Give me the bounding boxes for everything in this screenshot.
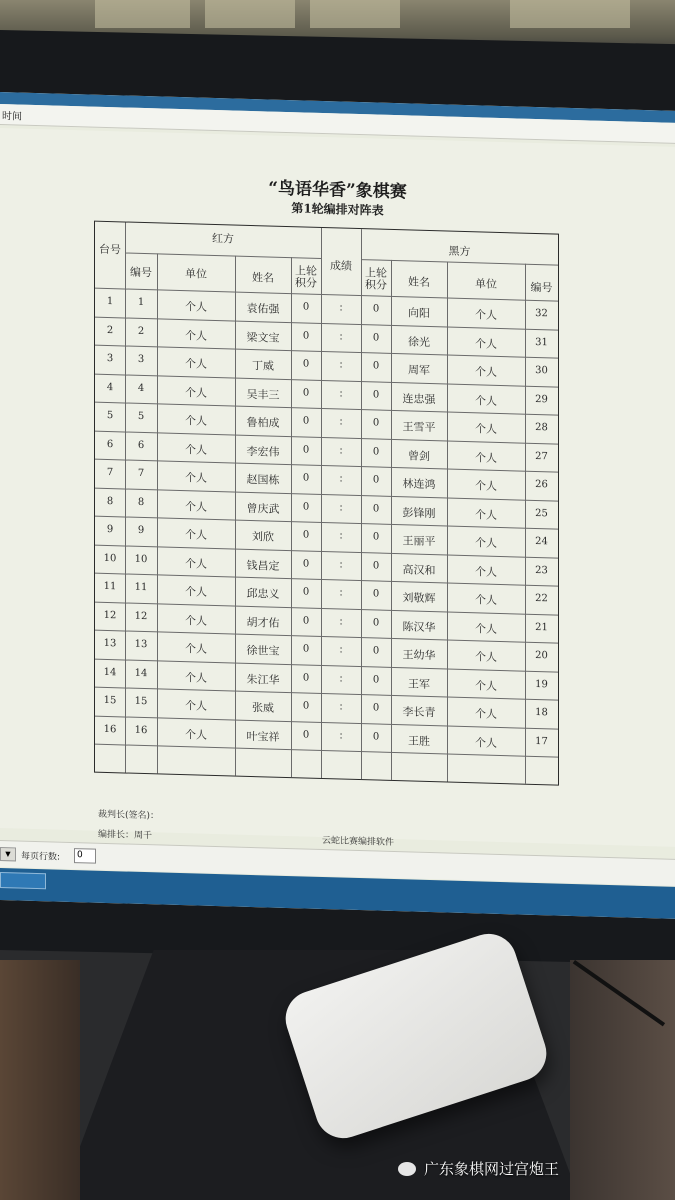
wechat-icon [398,1162,416,1176]
header-red-unit: 单位 [185,267,207,281]
cell-red-name: 邱忠义 [246,586,280,601]
header-black-prev-score: 上轮积分 [365,266,387,292]
cell-red-no: 5 [137,410,145,423]
cell-board: 6 [106,438,114,450]
menu-time[interactable]: 时间 [2,111,22,123]
cell-red-name: 刘欣 [252,530,274,544]
cell-black-name: 陈汉华 [402,619,436,634]
cell-red-score: 0 [302,643,310,655]
cell-black-score: 0 [372,645,380,657]
cell-black-score: 0 [372,474,380,486]
cell-black-no: 26 [535,478,548,491]
cell-colon: : [339,672,343,685]
cell-black-score: 0 [372,331,380,344]
cell-red-no: 8 [137,496,145,508]
cell-red-unit: 个人 [185,556,207,571]
cell-red-unit: 个人 [185,328,207,343]
cell-red-name: 徐世宝 [246,643,280,658]
cell-colon: : [339,587,343,599]
cell-black-score: 0 [372,673,380,686]
cell-black-unit: 个人 [475,507,497,522]
table-column-divider [321,228,322,778]
cell-red-name: 丁威 [252,359,274,373]
cell-red-unit: 个人 [185,642,207,656]
window-pane [205,0,295,28]
cell-red-score: 0 [302,500,310,513]
software-credit: 云蛇比赛编排软件 [322,835,395,849]
cell-black-unit: 个人 [475,735,497,750]
cell-red-name: 鲁柏成 [246,415,280,430]
cell-black-no: 17 [535,735,548,747]
cell-black-no: 18 [535,706,548,719]
cell-board: 9 [106,523,114,536]
cell-red-score: 0 [302,614,310,627]
cell-colon: : [339,530,343,542]
cell-red-score: 0 [302,472,310,484]
cell-red-unit: 个人 [185,471,207,485]
print-preview-page [0,128,675,847]
cell-board: 1 [106,295,114,308]
cell-board: 14 [103,666,117,678]
chevron-down-icon[interactable]: ▼ [0,847,16,861]
cell-black-score: 0 [372,417,380,429]
cell-black-name: 林连鸿 [402,477,436,492]
cell-red-name: 叶宝祥 [246,729,280,744]
cell-black-score: 0 [372,360,380,372]
cell-red-no: 11 [134,581,148,594]
cell-black-unit: 个人 [475,650,497,664]
cell-colon: : [339,387,343,400]
cell-black-name: 王幼华 [402,648,436,663]
arranger-line: 编排长：周千 [98,829,153,842]
cell-red-no: 7 [137,467,145,480]
cell-red-unit: 个人 [185,528,207,542]
cell-red-score: 0 [302,671,310,684]
cell-red-unit: 个人 [185,499,207,514]
cell-black-unit: 个人 [475,621,497,636]
cell-black-no: 25 [535,507,548,519]
watermark-text: 广东象棋网过宫炮王 [424,1160,560,1178]
cell-colon: : [339,501,343,514]
cell-colon: : [339,615,343,628]
cell-black-unit: 个人 [475,479,497,493]
cell-red-score: 0 [302,728,310,741]
cell-board: 11 [103,580,117,593]
cell-black-no: 30 [535,364,548,377]
header-board: 台号 [99,242,121,257]
page-subtitle: 第1轮编排对阵表 [291,201,384,218]
header-red-number: 编号 [130,265,152,280]
cell-black-no: 32 [535,307,548,320]
cell-board: 3 [106,352,114,365]
cell-black-unit: 个人 [475,393,497,408]
cell-black-no: 31 [535,336,548,348]
window-pane [95,0,190,28]
cell-red-unit: 个人 [185,699,207,713]
cell-black-score: 0 [372,388,380,401]
cell-colon: : [339,644,343,656]
cell-red-name: 赵国栋 [246,472,280,487]
cell-red-name: 李宏伟 [246,444,280,459]
cell-black-name: 刘敬辉 [402,591,436,606]
cell-black-unit: 个人 [475,593,497,607]
cell-red-no: 15 [134,695,148,708]
cell-red-score: 0 [302,329,310,342]
table-column-divider [125,222,126,772]
cell-black-score: 0 [372,702,380,714]
cell-black-score: 0 [372,502,380,515]
cell-colon: : [339,729,343,742]
page-title: “鸟语华香”象棋赛 [268,178,407,203]
table-column-divider [235,256,236,776]
cell-black-no: 29 [535,393,548,405]
cell-red-unit: 个人 [185,613,207,628]
cell-red-unit: 个人 [185,414,207,428]
cell-red-no: 16 [134,724,148,736]
cell-colon: : [339,302,343,314]
cell-black-name: 徐光 [408,334,430,349]
cell-red-no: 12 [134,610,148,622]
cell-black-no: 23 [535,564,548,576]
table-column-divider [361,229,362,779]
rows-per-page-stepper[interactable]: 0 [74,848,96,864]
cell-red-no: 13 [134,638,148,651]
cell-colon: : [339,473,343,485]
cell-board: 7 [106,466,114,479]
cell-board: 15 [103,694,117,707]
cell-black-score: 0 [372,588,380,600]
monitor-screen [0,92,675,919]
cell-board: 10 [103,552,117,564]
cell-board: 16 [103,723,117,735]
cell-board: 4 [106,381,114,393]
cell-red-name: 胡才佑 [246,615,280,630]
cell-red-score: 0 [302,443,310,456]
rows-per-page-label: 每页行数: [21,851,61,863]
table-column-divider [291,257,292,777]
cell-black-no: 21 [535,621,548,633]
chief-referee-signature: 裁判长(签名)： [98,809,160,822]
cell-red-name: 张威 [252,701,274,715]
cell-black-score: 0 [372,531,380,543]
cell-black-score: 0 [372,445,380,458]
cell-black-name: 王雪平 [402,420,436,435]
cell-black-no: 28 [535,421,548,434]
cell-black-unit: 个人 [475,678,497,693]
cell-black-name: 王丽平 [402,534,436,549]
cell-black-no: 27 [535,450,548,462]
cell-black-score: 0 [372,616,380,629]
cell-black-name: 曾剑 [408,448,430,463]
cell-board: 2 [106,324,114,336]
cell-red-score: 0 [302,586,310,598]
cell-colon: : [339,558,343,571]
cell-black-name: 王军 [408,676,430,691]
cell-black-unit: 个人 [475,308,497,322]
cell-red-name: 钱昌定 [246,558,280,573]
cell-red-score: 0 [302,358,310,370]
cell-black-score: 0 [372,303,380,315]
cell-black-name: 王胜 [408,733,430,748]
cell-red-no: 1 [137,296,145,309]
cell-colon: : [339,701,343,713]
cell-red-score: 0 [302,700,310,712]
cell-red-unit: 个人 [185,585,207,599]
table-header-divider [125,252,321,258]
cell-black-name: 周军 [408,363,430,378]
window-pane [510,0,630,28]
window-pane [310,0,400,28]
cell-board: 12 [103,609,117,621]
cell-colon: : [339,444,343,457]
cell-red-name: 曾庆武 [246,501,280,516]
cell-black-no: 19 [535,678,548,690]
cell-black-unit: 个人 [475,564,497,579]
cell-red-no: 6 [137,439,145,451]
cell-black-unit: 个人 [475,365,497,379]
header-red-name: 姓名 [252,271,274,285]
cell-black-no: 22 [535,592,548,605]
cell-red-unit: 个人 [185,357,207,371]
cell-red-name: 朱江华 [246,672,280,687]
cell-red-no: 2 [137,325,145,337]
cell-black-name: 彭锋刚 [402,505,436,520]
cell-red-score: 0 [302,415,310,427]
cell-red-unit: 个人 [185,300,207,314]
cell-red-unit: 个人 [185,727,207,742]
cell-black-name: 向阳 [408,306,430,321]
cell-board: 13 [103,637,117,650]
cell-red-no: 4 [137,382,145,394]
cell-black-score: 0 [372,730,380,743]
header-black-name: 姓名 [408,275,430,290]
cell-black-name: 李长青 [402,705,436,720]
cell-colon: : [339,359,343,371]
cell-black-unit: 个人 [475,450,497,465]
cell-red-unit: 个人 [185,442,207,457]
table-column-divider [157,253,158,773]
header-black-side: 黑方 [448,244,471,259]
cell-black-name: 连忠强 [402,391,436,406]
pairing-table [94,221,559,786]
header-red-prev-score: 上轮积分 [295,264,317,290]
cell-red-name: 袁佑强 [246,301,280,316]
table-column-divider [391,260,392,780]
cell-red-name: 梁文宝 [246,330,280,345]
cell-black-score: 0 [372,559,380,572]
cell-board: 5 [106,409,114,422]
cell-red-unit: 个人 [185,385,207,400]
cell-red-score: 0 [302,529,310,541]
cell-black-name: 高汉和 [402,562,436,577]
cell-red-score: 0 [302,301,310,313]
taskbar-app-button[interactable] [0,872,46,889]
cell-red-no: 3 [137,353,145,366]
cell-red-score: 0 [302,557,310,570]
cell-red-score: 0 [302,386,310,399]
header-red-side: 红方 [212,231,234,246]
cell-red-name: 吴丰三 [246,387,280,402]
cell-colon: : [339,330,343,343]
cell-black-unit: 个人 [475,422,497,436]
cell-colon: : [339,416,343,428]
header-black-number: 编号 [530,280,553,295]
desk-surface [0,960,80,1200]
cell-black-unit: 个人 [475,707,497,721]
cell-red-no: 10 [134,553,148,565]
cell-black-no: 24 [535,535,548,548]
cell-red-no: 9 [137,524,145,537]
table-column-divider [525,264,526,784]
cell-black-unit: 个人 [475,536,497,550]
header-result: 成绩 [330,259,352,273]
header-black-unit: 单位 [475,277,497,291]
cell-red-no: 14 [134,667,148,679]
cell-board: 8 [106,495,114,507]
cell-red-unit: 个人 [185,670,207,685]
cell-black-no: 20 [535,649,548,662]
table-column-divider [447,261,448,781]
cell-black-unit: 个人 [475,336,497,351]
